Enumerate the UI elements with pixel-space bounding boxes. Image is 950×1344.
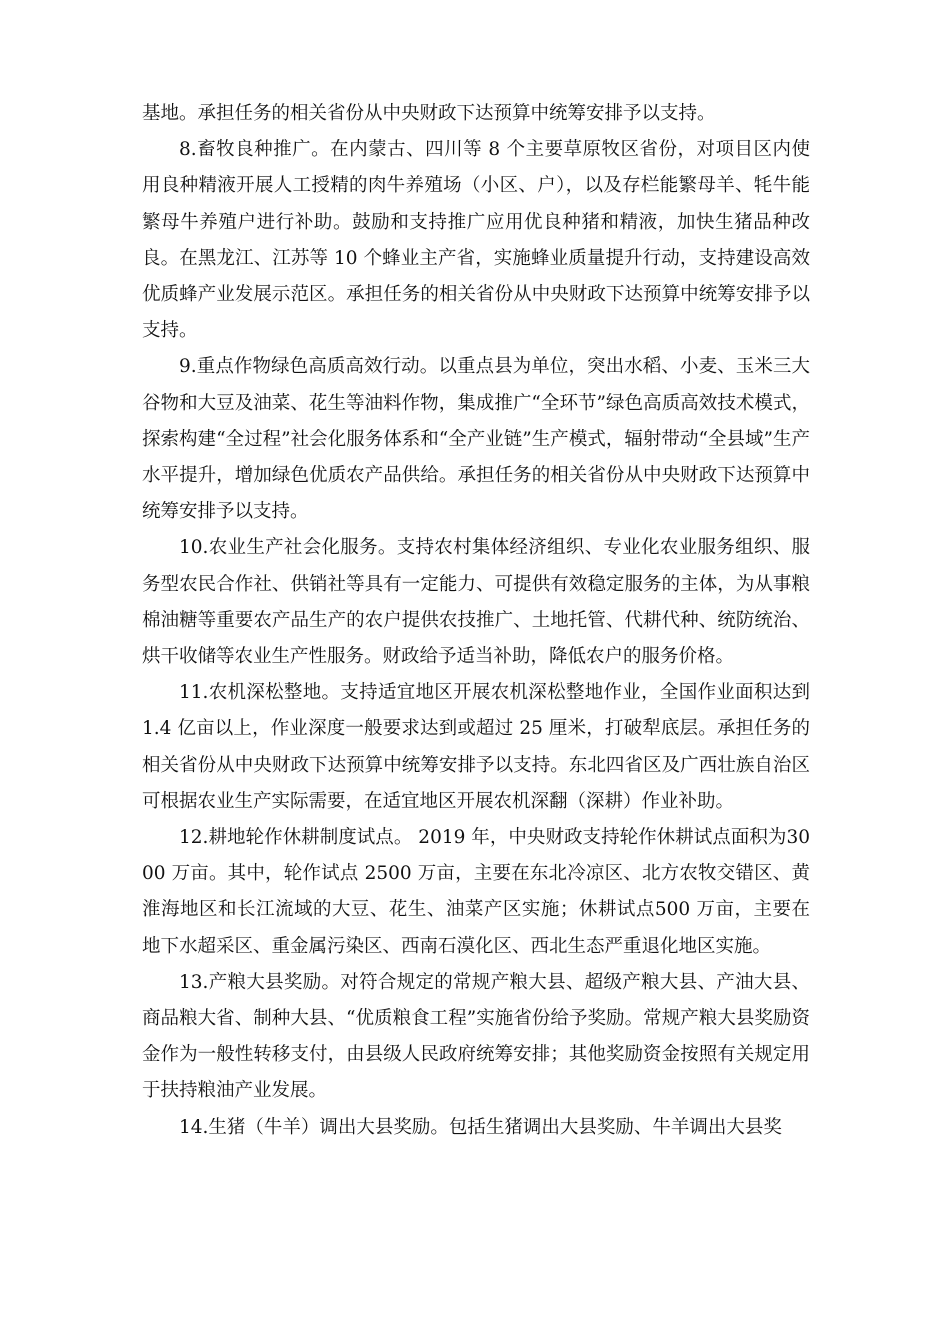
paragraph-continuation: 基地。承担任务的相关省份从中央财政下达预算中统筹安排予以支持。 [142,103,716,124]
paragraph-item-9: 9.重点作物绿色高质高效行动。以重点县为单位，突出水稻、小麦、玉米三大谷物和大豆及油菜、花生等油料作物，集成推广“全环节”绿色高质高效技术模式，探索构建“全过程”社会化服务体系和“全产业链”生产模式，辐射带动“全县域”生产水平提升，增加绿色优质农产品供给。承担任务的相关省份从中央财政下达预算中统筹安排予以支持。 [142,356,810,523]
document-body [142,96,810,1146]
paragraph-item-13: 13.产粮大县奖励。对符合规定的常规产粮大县、超级产粮大县、产油大县、商品粮大省、制种大县、“优质粮食工程”实施省份给予奖励。常规产粮大县奖励资金作为一般性转移支付，由县级人民政府统筹安排；其他奖励资金按照有关规定用于扶持粮油产业发展。 [142,971,810,1102]
paragraph-item-12: 12.耕地轮作休耕制度试点。 2019 年，中央财政支持轮作休耕试点面积为3000 万亩。其中，轮作试点 2500 万亩，主要在东北冷凉区、北方农牧交错区、黄淮海地区和长江流域的大豆、花生、油菜产区实施；休耕试点500 万亩，主要在地下水超采区、重金属污染区、西南石漠化区、西北生态严重退化地区实施。 [142,827,810,957]
paragraph-item-10: 10.农业生产社会化服务。支持农村集体经济组织、专业化农业服务组织、服务型农民合作社、供销社等具有一定能力、可提供有效稳定服务的主体，为从事粮棉油糖等重要农产品生产的农户提供农技推广、土地托管、代耕代种、统防统治、烘干收储等农业生产性服务。财政给予适当补助，降低农户的服务价格。 [142,537,810,668]
paragraph-item-14: 14.生猪（牛羊）调出大县奖励。包括生猪调出大县奖励、牛羊调出大县奖 [179,1116,782,1138]
paragraph-item-11: 11.农机深松整地。支持适宜地区开展农机深松整地作业，全国作业面积达到 1.4 亿亩以上，作业深度一般要求达到或超过 25 厘米，打破犁底层。承担任务的相关省份从中央财政下达预算中统筹安排予以支持。东北四省区及广西壮族自治区可根据农业生产实际需要，在适宜地区开展农机深翻（深耕）作业补助。 [142,682,810,812]
paragraph-item-8: 8.畜牧良种推广。在内蒙古、四川等 8 个主要草原牧区省份，对项目区内使用良种精液开展人工授精的肉牛养殖场（小区、户），以及存栏能繁母羊、牦牛能繁母牛养殖户进行补助。鼓励和支持推广应用优良种猪和精液，加快生猪品种改良。在黑龙江、江苏等 10 个蜂业主产省，实施蜂业质量提升行动，支持建设高效优质蜂产业发展示范区。承担任务的相关省份从中央财政下达预算中统筹安排予以支持。 [142,139,810,342]
